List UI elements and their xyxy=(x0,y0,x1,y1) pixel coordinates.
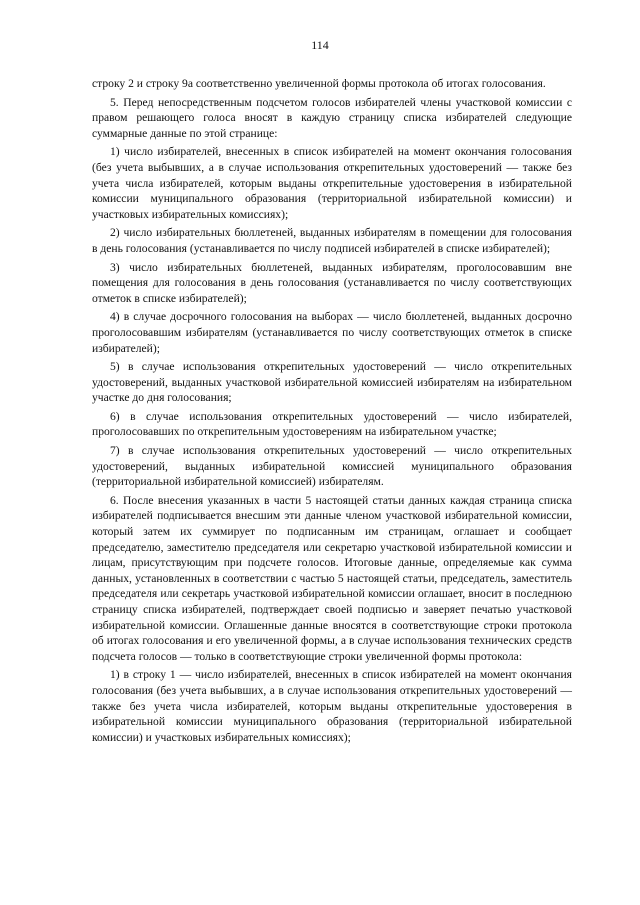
list-item-5-4: 4) в случае досрочного голосования на выборах — число бюллетеней, выданных досрочно проголосовавшим избирателям (устанавливается по числу соответствующих отметок в списке избирателей); xyxy=(92,310,572,355)
list-item-6-1: 1) в строку 1 — число избирателей, внесенных в список избирателей на момент окончания голосования (без учета выбывших, а в случае использования открепительных удостоверений — также без учета числа избирателей, которым выданы открепительные удостоверения в избирательной комиссии муниципального образования (территориальной избирательной комиссии) и участковых избирательных комиссиях); xyxy=(92,668,572,744)
list-item-5-5: 5) в случае использования открепительных удостоверений — число открепительных удостоверений, выданных участковой избирательной комиссией избирателям на избирательном участке до дня голосования; xyxy=(92,360,572,405)
page-number: 114 xyxy=(311,38,329,52)
document-body xyxy=(92,76,572,748)
paragraph-part-6: 6. После внесения указанных в части 5 настоящей статьи данных каждая страница списка избирателей подписывается внесшим эти данные членом участковой избирательной комиссии, который затем их суммирует по подписанным им страницам, оглашает и сообщает председателю, заместителю председателя или секретарю участковой избирательной комиссии и лицам, присутствующим при подсчете голосов. Итоговые данные, определяемые как сумма данных, установленных в соответствии с частью 5 настоящей статьи, председатель, заместитель председателя или секретарь участковой избирательной комиссии оглашает, вносит в последнюю страницу списка избирателей, подтверждает своей подписью и заверяет печатью участковой избирательной комиссии. Оглашенные данные вносятся в соответствующие строки протокола об итогах голосования и его увеличенной формы, а в случае использования технических средств подсчета голосов — только в соответствующие строки увеличенной формы протокола: xyxy=(92,493,572,663)
paragraph-continuation: строку 2 и строку 9а соответственно увеличенной формы протокола об итогах голосования. xyxy=(92,77,546,90)
list-item-5-1: 1) число избирателей, внесенных в список избирателей на момент окончания голосования (без учета выбывших, а в случае использования открепительных удостоверений — также без учета числа избирателей, которым выданы открепительные удостоверения в избирательной комиссии муниципального образования (территориальной избирательной комиссии) и участковых избирательных комиссиях); xyxy=(92,145,572,221)
list-item-5-3: 3) число избирательных бюллетеней, выданных избирателям, проголосовавшим вне помещения для голосования в день голосования (устанавливается по числу соответствующих отметок в списке избирателей); xyxy=(92,260,572,305)
list-item-5-7: 7) в случае использования открепительных удостоверений — число открепительных удостоверений, выданных избирательной комиссией муниципального образования (территориальной избирательной комиссией) избирателям. xyxy=(92,444,572,489)
list-item-5-6: 6) в случае использования открепительных удостоверений — число избирателей, проголосовавших по открепительным удостоверениям на избирательном участке; xyxy=(92,409,572,439)
list-item-5-2: 2) число избирательных бюллетеней, выданных избирателям в помещении для голосования в день голосования (устанавливается по числу подписей избирателей в списке избирателей); xyxy=(92,226,572,255)
paragraph-part-5: 5. Перед непосредственным подсчетом голосов избирателей члены участковой комиссии с правом решающего голоса вносят в каждую страницу списка избирателей следующие суммарные данные по этой странице: xyxy=(92,95,572,140)
